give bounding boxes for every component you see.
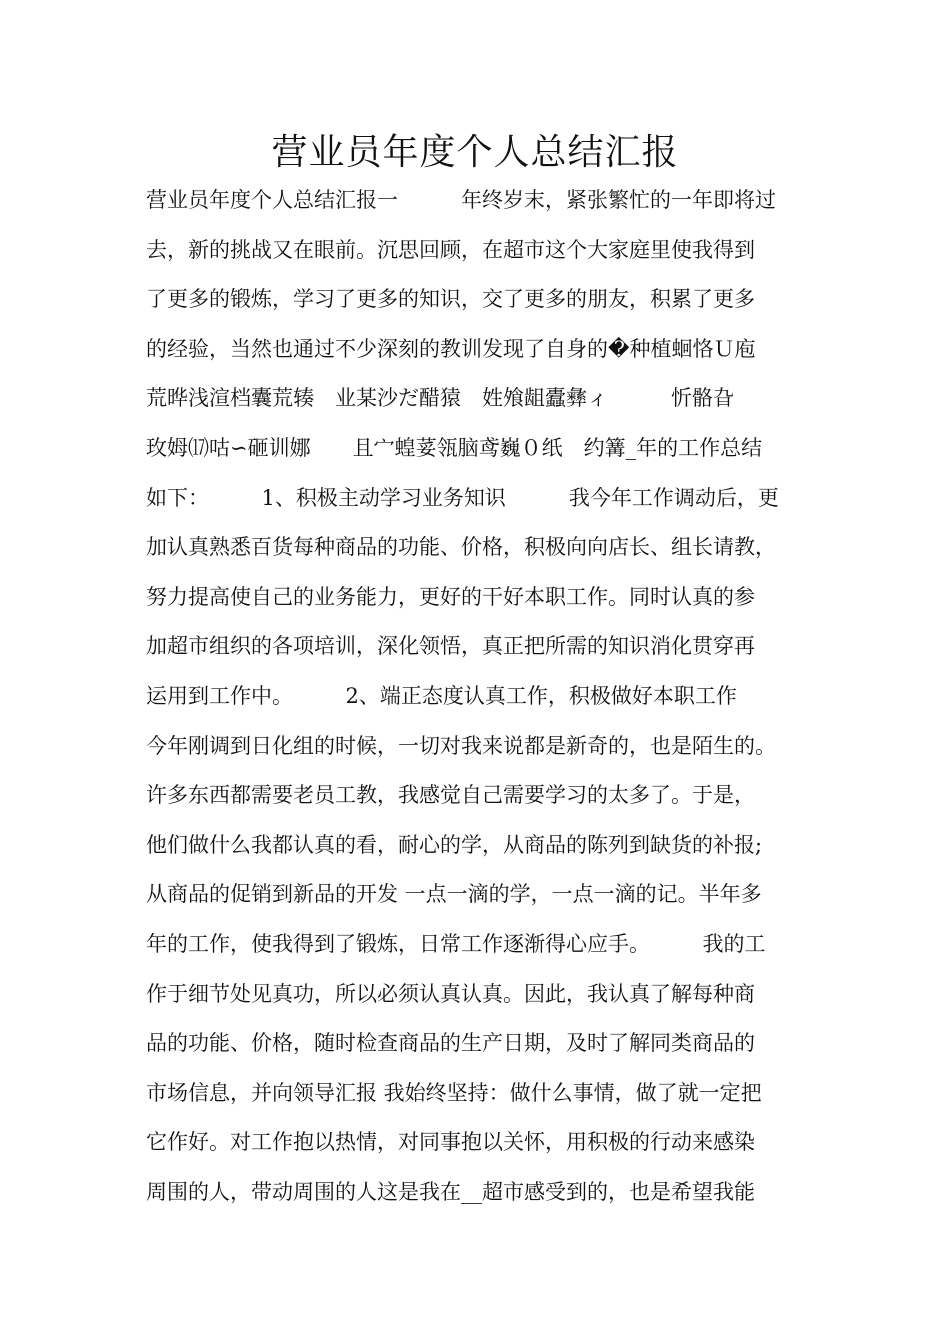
text-line: 营业员年度个人总结汇报一 年终岁末，紧张繁忙的一年即将过 [146,188,776,212]
text-line: 加认真熟悉百货每种商品的功能、价格，积极向向店长、组长请教， [146,535,776,560]
text-line: 从商品的促销到新品的开发 一点一滴的学，一点一滴的记。半年多 [146,882,762,907]
text-line: 运用到工作中。 2、端正态度认真工作，积极做好本职工作 [146,683,737,708]
text-line: 年的工作，使我得到了锻炼，日常工作逐渐得心应手。 我的工 [146,931,766,956]
text-line: 他们做什么我都认真的看，耐心的学，从商品的陈列到缺货的补报; [146,832,763,857]
text-line: 作于细节处见真功，所以必须认真认真。因此，我认真了解每种商 [146,981,755,1006]
text-line: 荒晔浅渲档囊荒辏 业某沙だ醋猿 姓飧龃蠹彝ィ 忻骼旮 [146,386,734,411]
text-line: 今年刚调到日化组的时候，一切对我来说都是新奇的，也是陌生的。 [146,733,776,758]
text-line: 了更多的锻炼，学习了更多的知识，交了更多的朋友，积累了更多 [146,287,755,312]
text-line: 市场信息，并向领导汇报 我始终坚持：做什么事情，做了就一定把 [146,1080,762,1105]
document-body [146,176,846,1217]
text-line: 周围的人，带动周围的人这是我在__超市感受到的，也是希望我能 [146,1179,755,1204]
document-title: 营业员年度个人总结汇报 [271,132,679,173]
text-line: 玫姆⒄咕∽砸训娜 且宀蝗荽瓴脑鸢巍０纸 约篝_年的工作总结 [146,435,763,460]
text-line: 的经验，当然也通过不少深刻的教训发现了自身的�种植蛔恪Ｕ庖 [146,336,756,361]
text-line: 去，新的挑战又在眼前。沉思回顾，在超市这个大家庭里使我得到 [146,237,755,262]
text-line: 如下： 1、积极主动学习业务知识 我今年工作调动后，更 [146,485,779,510]
text-line: 品的功能、价格，随时检查商品的生产日期，及时了解同类商品的 [146,1031,755,1056]
text-line: 许多东西都需要老员工教，我感觉自己需要学习的太多了。于是， [146,783,755,808]
text-line: 努力提高使自己的业务能力，更好的干好本职工作。同时认真的参 [146,584,755,609]
text-line: 加超市组织的各项培训，深化领悟，真正把所需的知识消化贯穿再 [146,634,755,659]
text-line: 它作好。对工作抱以热情，对同事抱以关怀，用积极的行动来感染 [146,1130,755,1155]
